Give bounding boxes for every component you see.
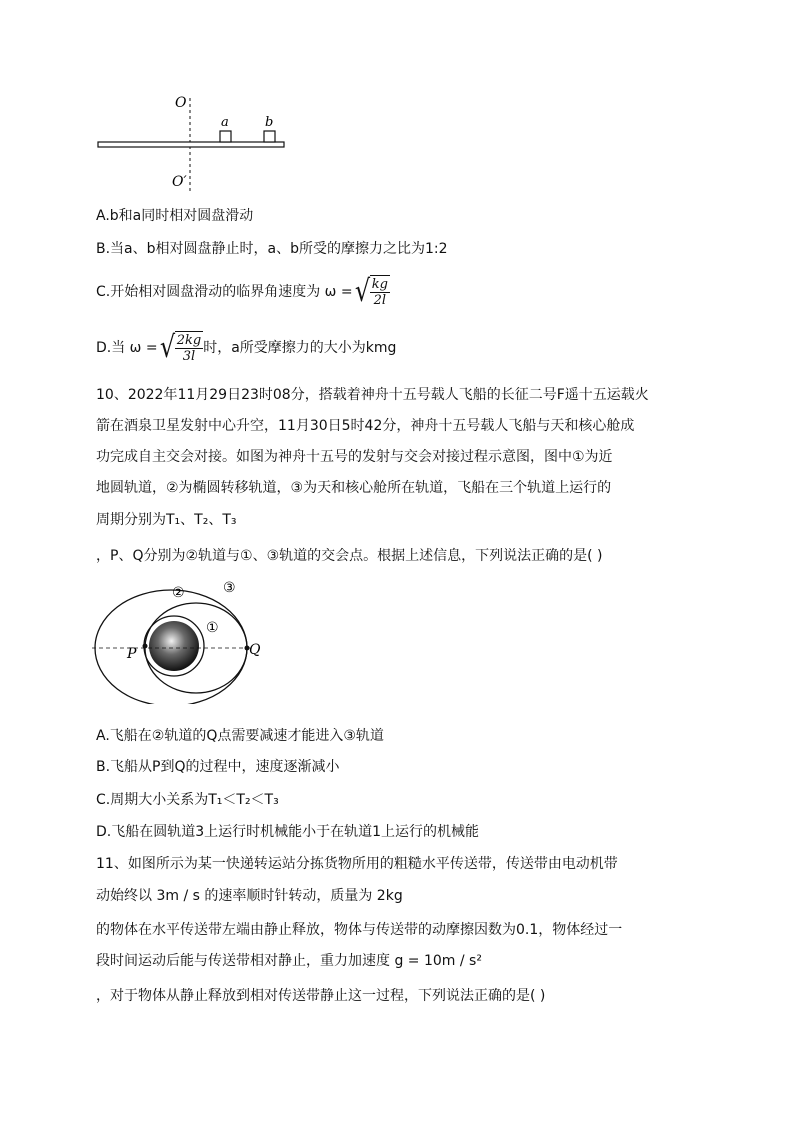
sqrt-formula-d: √ $\frac{2kg}{3l}$ <box>159 330 202 365</box>
q10-stem-line4: 地圆轨道，②为椭圆转移轨道，③为天和核心舱所在轨道，飞船在三个轨道上运行的 <box>96 480 612 496</box>
q9-option-a: A.b和a同时相对圆盘滑动 <box>96 208 254 224</box>
q9-option-d-text: D.当 ω = <box>96 340 158 356</box>
label-p: P <box>127 646 137 662</box>
label-o-top: O <box>175 95 187 111</box>
frac-c-numerator: kg <box>371 277 388 292</box>
q10-stem-line2: 箭在酒泉卫星发射中心升空，11月30日5时42分，神舟十五号载人飞船与天和核心舱成 <box>96 418 635 434</box>
q10-stem-line3: 功完成自主交会对接。如图为神舟十五号的发射与交会对接过程示意图，图中①为近 <box>96 449 613 465</box>
label-orbit-1: ① <box>206 620 219 636</box>
sqrt-formula-c: √ $\frac{kg}{2l}$ <box>354 274 388 309</box>
q10-option-d: D.飞船在圆轨道3上运行时机械能小于在轨道1上运行的机械能 <box>96 824 480 840</box>
q9-option-d-tail: 时，a所受摩擦力的大小为kmg <box>203 340 397 356</box>
q9-option-b: B.当a、b相对圆盘静止时，a、b所受的摩擦力之比为1:2 <box>96 241 448 257</box>
disc-figure <box>90 90 300 200</box>
label-b: b <box>265 115 274 130</box>
label-a: a <box>221 115 229 130</box>
frac-d-denominator: 3l <box>182 349 196 364</box>
frac-c-denominator: 2l <box>373 293 387 308</box>
q10-stem-line5: 周期分别为T₁、T₂、T₃ <box>96 512 237 528</box>
label-orbit-2: ② <box>172 585 185 601</box>
q10-option-c: C.周期大小关系为T₁＜T₂＜T₃ <box>96 792 279 808</box>
block-a <box>220 131 231 142</box>
q11-stem-line2: 动始终以 3m / s 的速率顺时针转动，质量为 2kg <box>96 888 403 904</box>
q11-stem-line4: 段时间运动后能与传送带相对静止，重力加速度 g = 10m / s² <box>96 953 482 969</box>
point-p <box>143 644 148 649</box>
q11-stem-line3: 的物体在水平传送带左端由静止释放，物体与传送带的动摩擦因数为0.1，物体经过一 <box>96 922 623 938</box>
frac-d-numerator: 2kg <box>176 333 202 348</box>
q11-stem-line5: ，对于物体从静止释放到相对传送带静止这一过程，下列说法正确的是( ) <box>96 988 546 1004</box>
q10-option-b: B.飞船从P到Q的过程中，速度逐渐减小 <box>96 759 340 775</box>
q9-option-d <box>96 328 396 368</box>
q10-stem-line1: 10、2022年11月29日23时08分，搭载着神舟十五号载人飞船的长征二号F遥十五运载火 <box>96 387 649 403</box>
q10-stem-line6: ，P、Q分别为②轨道与①、③轨道的交会点。根据上述信息，下列说法正确的是( ) <box>96 548 603 564</box>
disc-plate <box>98 142 284 147</box>
q9-option-c-text: C.开始相对圆盘滑动的临界角速度为 ω = <box>96 284 353 300</box>
label-o-bottom: O′ <box>172 174 187 190</box>
block-b <box>264 131 275 142</box>
q11-stem-line1: 11、如图所示为某一快递转运站分拣货物所用的粗糙水平传送带，传送带由电动机带 <box>96 856 618 872</box>
label-orbit-3: ③ <box>223 580 236 596</box>
q9-option-c <box>96 272 390 312</box>
orbit-figure <box>90 574 265 704</box>
q10-option-a: A.飞船在②轨道的Q点需要减速才能进入③轨道 <box>96 728 384 744</box>
label-q: Q <box>249 642 261 658</box>
earth-icon <box>149 621 199 671</box>
